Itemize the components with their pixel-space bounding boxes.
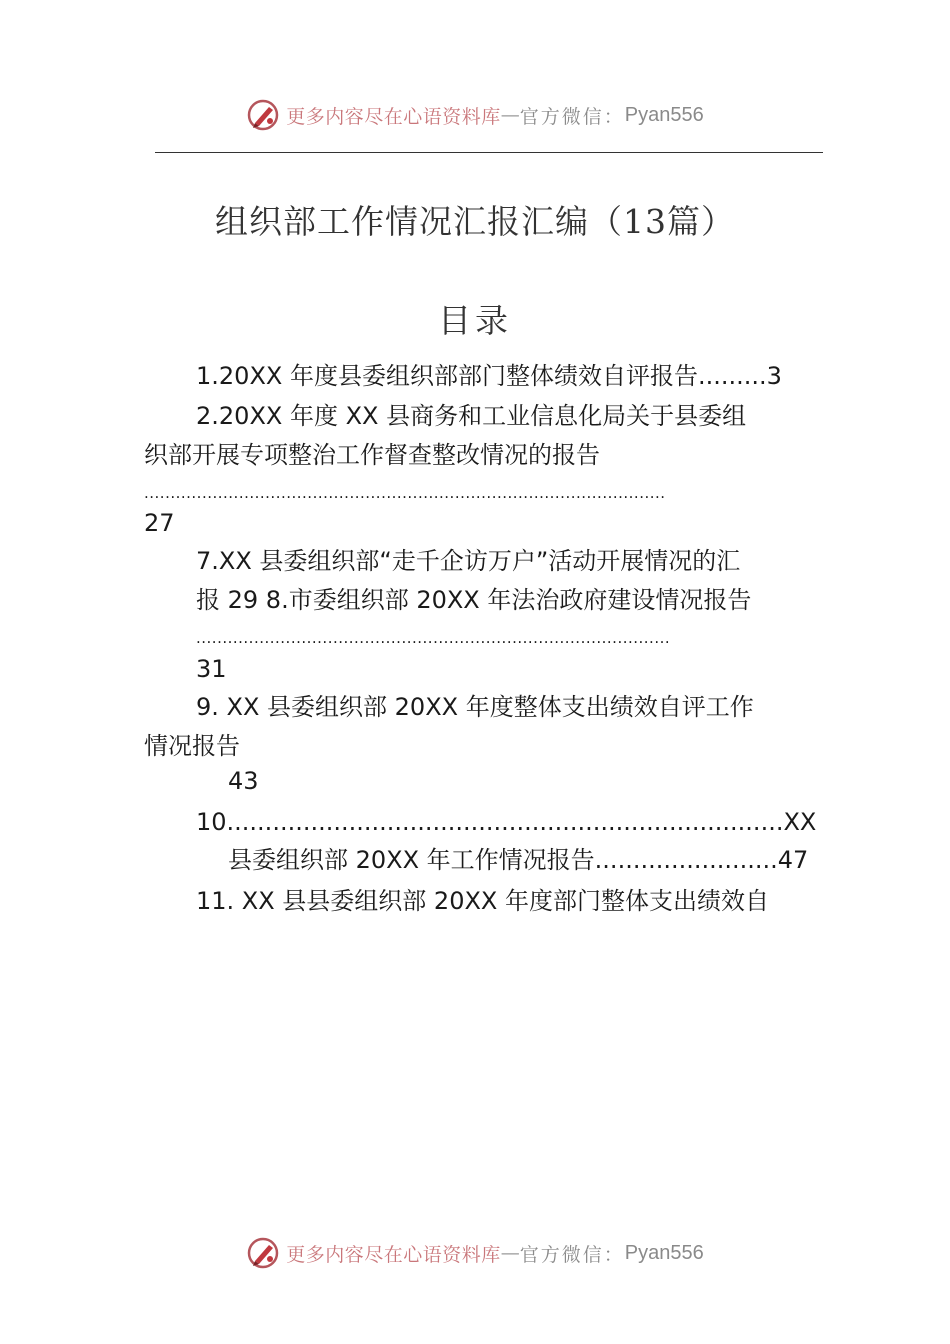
toc-heading: 目录 bbox=[438, 301, 512, 340]
toc-entry-8-page: 31 bbox=[196, 655, 227, 683]
toc-entry-7-line-2[interactable]: 报 29 8.市委组织部 20XX 年法治政府建设情况报告 bbox=[196, 586, 752, 614]
banner-text: 更多内容尽在心语资料库 bbox=[286, 105, 501, 128]
banner-dash: — bbox=[500, 104, 520, 126]
toc-entry-10-line-2[interactable]: 县委组织部 20XX 年工作情况报告........................47 bbox=[228, 846, 809, 874]
banner-text: 更多内容尽在心语资料库 bbox=[286, 1243, 501, 1266]
toc-entry-2-line-1[interactable]: 2.20XX 年度 XX 县商务和工业信息化局关于县委组 bbox=[196, 402, 747, 430]
header-banner bbox=[0, 95, 950, 135]
toc-entry-1[interactable]: 1.20XX 年度县委组织部部门整体绩效自评报告.........3 bbox=[196, 362, 782, 390]
banner-wechat-id: Pyan556 bbox=[624, 103, 704, 126]
toc-entry-7-line-1[interactable]: 7.XX 县委组织部“走千企访万户”活动开展情况的汇 bbox=[196, 547, 741, 575]
toc-entry-9-page: 43 bbox=[228, 767, 259, 795]
toc-entry-11-line-1[interactable]: 11. XX 县县委组织部 20XX 年度部门整体支出绩效自 bbox=[196, 887, 769, 915]
toc-entry-8-leader: .......................................................................................... bbox=[196, 629, 671, 647]
toc-entry-9-line-1[interactable]: 9. XX 县委组织部 20XX 年度整体支出绩效自评工作 bbox=[196, 693, 754, 721]
toc-entry-2-line-2[interactable]: 织部开展专项整治工作督查整改情况的报告 bbox=[144, 441, 600, 469]
footer-banner bbox=[0, 1233, 950, 1273]
banner-wechat-label: 官方微信： bbox=[519, 105, 625, 128]
banner-dash: — bbox=[500, 1242, 520, 1264]
banner-wechat-label: 官方微信： bbox=[519, 1243, 625, 1266]
toc-entry-9-line-2[interactable]: 情况报告 bbox=[144, 732, 240, 760]
banner-wechat-id: Pyan556 bbox=[624, 1241, 704, 1264]
header-divider bbox=[155, 152, 823, 153]
toc-entry-10-line-1[interactable]: 10.........................................................................XX bbox=[196, 808, 817, 836]
pen-logo-icon bbox=[246, 1236, 280, 1270]
toc-entry-2-leader: ................................................................................................... bbox=[144, 484, 666, 502]
pen-logo-icon bbox=[246, 98, 280, 132]
toc-entry-2-page: 27 bbox=[144, 509, 175, 537]
document-title: 组织部工作情况汇报汇编（13篇） bbox=[215, 202, 735, 241]
